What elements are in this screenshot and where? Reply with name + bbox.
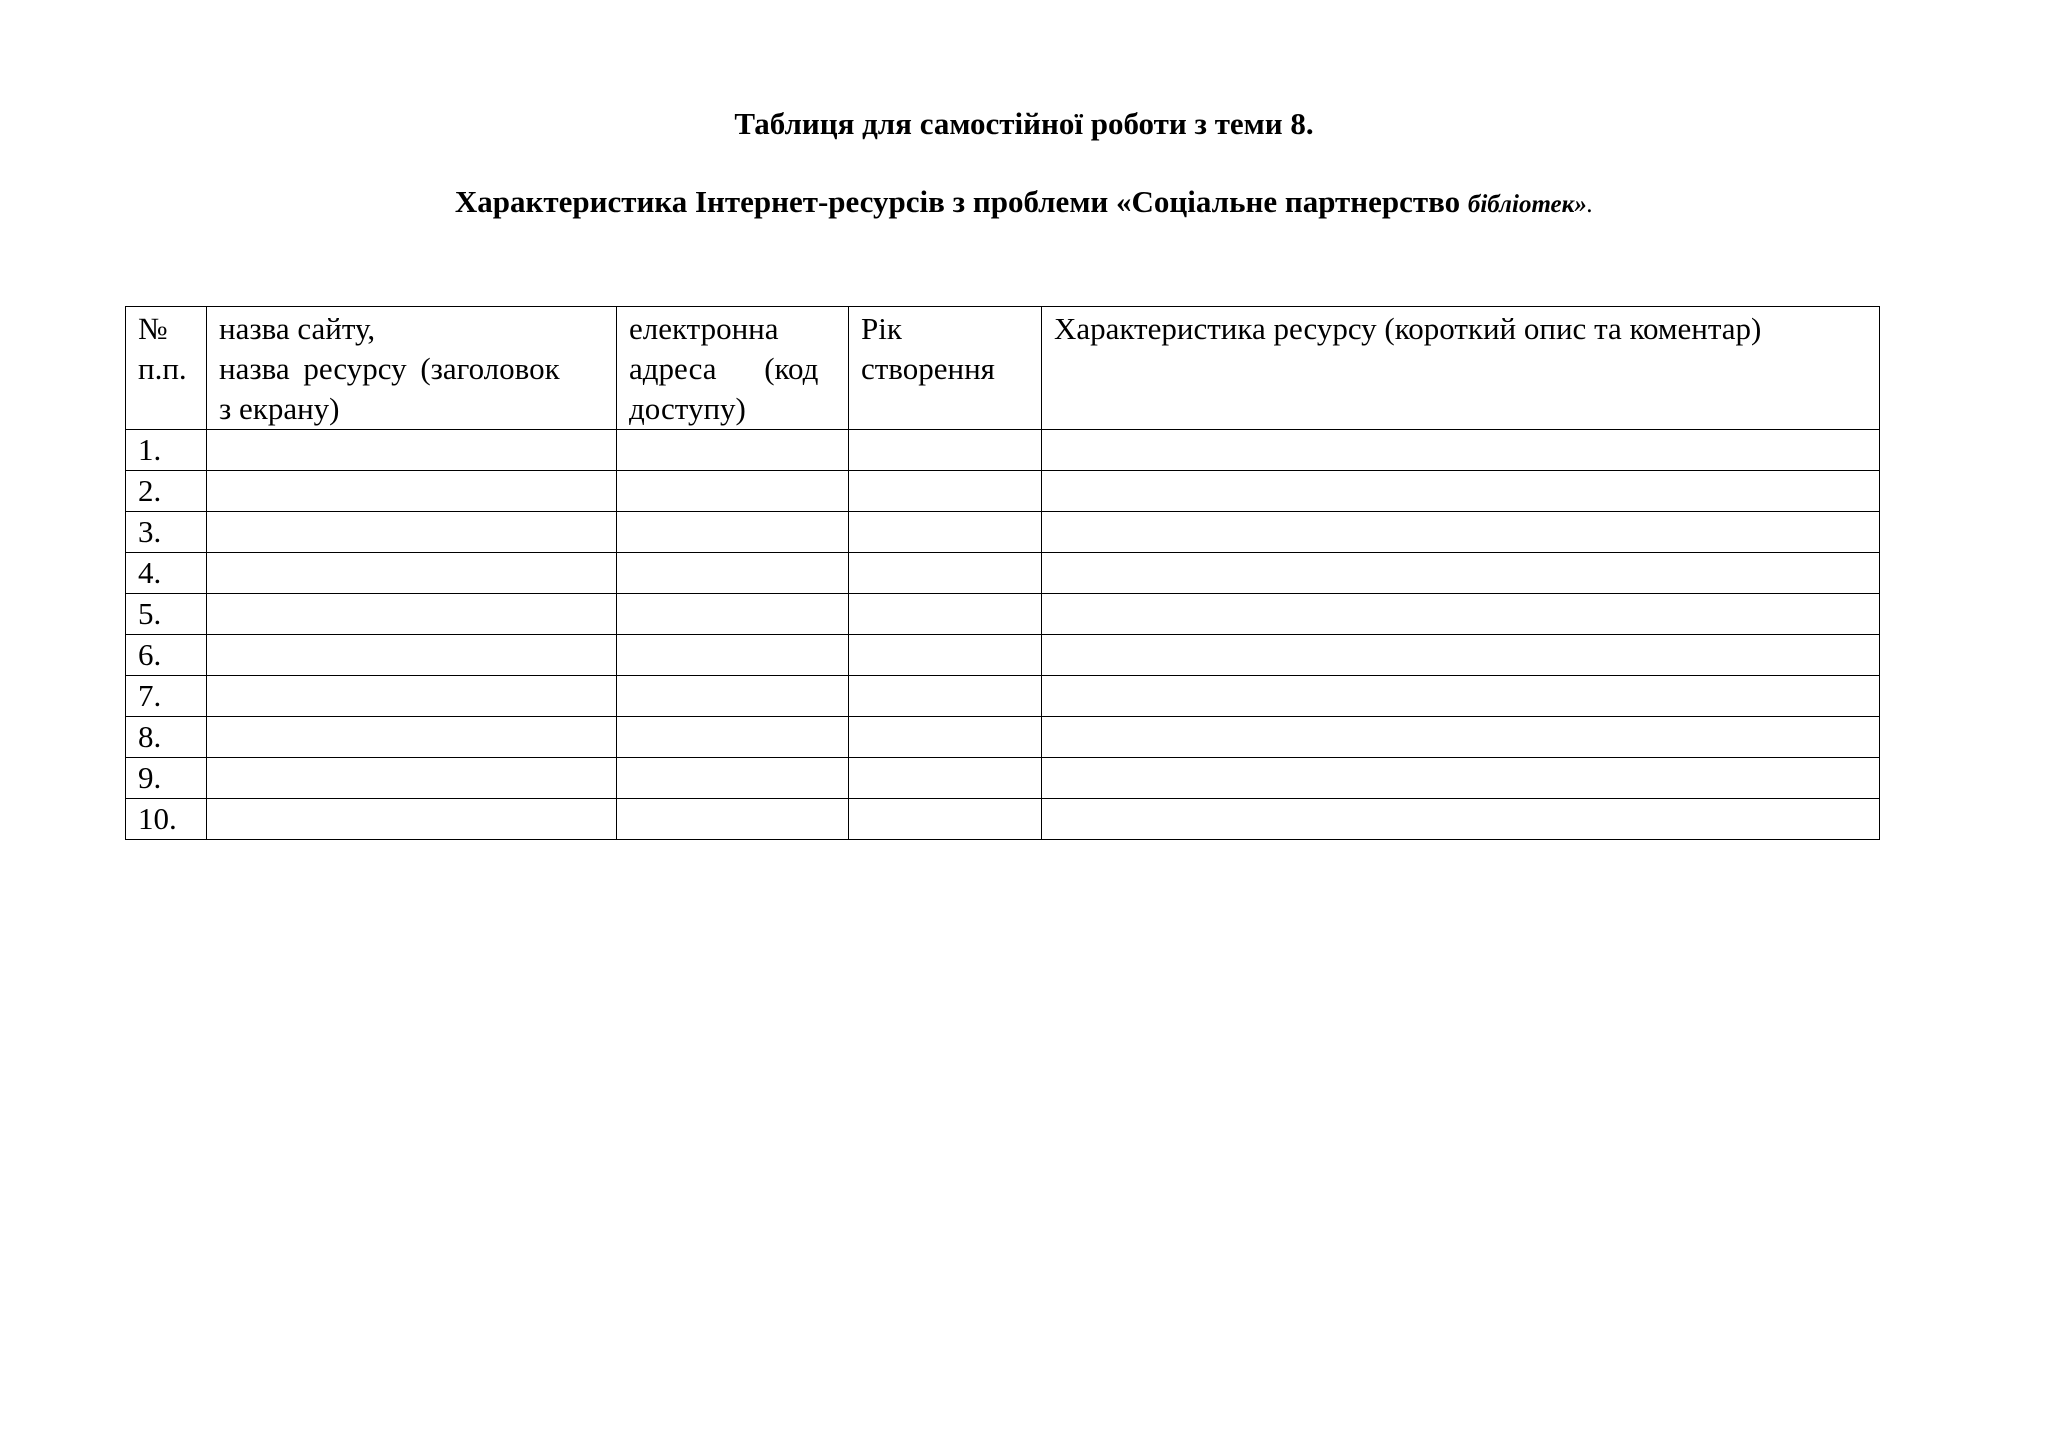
header-number-line: п.п. [138,351,187,386]
header-address-line: адреса (код [629,351,819,386]
header-site-name-line: назва ресурсу (заголовок [219,351,560,386]
table-row [126,758,1880,799]
year-cell[interactable] [849,512,1042,553]
header-year-line: Рік [861,311,902,346]
row-number-cell: 1. [126,430,207,471]
row-number-cell: 10. [126,799,207,840]
row-number-cell: 5. [126,594,207,635]
description-cell[interactable] [1042,635,1880,676]
header-year-line: створення [861,351,995,386]
address-cell[interactable] [617,635,849,676]
header-address [617,307,849,430]
address-cell[interactable] [617,594,849,635]
subtitle-bold-text: Характеристика Інтернет-ресурсів з проблеми «Соціальне партнерство [454,184,1461,219]
address-cell[interactable] [617,717,849,758]
site-name-cell[interactable] [207,512,617,553]
table-row [126,635,1880,676]
year-cell[interactable] [849,553,1042,594]
site-name-cell[interactable] [207,635,617,676]
description-cell[interactable] [1042,676,1880,717]
subtitle-end-text: . [1586,191,1594,218]
year-cell[interactable] [849,717,1042,758]
year-cell[interactable] [849,471,1042,512]
site-name-cell[interactable] [207,799,617,840]
header-address-line: доступу) [629,391,746,426]
address-cell[interactable] [617,471,849,512]
site-name-cell[interactable] [207,430,617,471]
table-row [126,799,1880,840]
year-cell[interactable] [849,635,1042,676]
header-address-line: електронна [629,311,779,346]
description-cell[interactable] [1042,553,1880,594]
site-name-cell[interactable] [207,717,617,758]
description-cell[interactable] [1042,512,1880,553]
row-number-cell: 9. [126,758,207,799]
description-cell[interactable] [1042,471,1880,512]
address-cell[interactable] [617,676,849,717]
subtitle-italic-text: бібліотек» [1467,191,1587,218]
description-cell[interactable] [1042,594,1880,635]
address-cell[interactable] [617,758,849,799]
header-description [1042,307,1880,430]
table-row [126,512,1880,553]
row-number-cell: 8. [126,717,207,758]
table-row [126,594,1880,635]
site-name-cell[interactable] [207,758,617,799]
address-cell[interactable] [617,799,849,840]
table-row [126,553,1880,594]
description-cell[interactable] [1042,799,1880,840]
header-year [849,307,1042,430]
row-number-cell: 6. [126,635,207,676]
row-number-cell: 4. [126,553,207,594]
site-name-cell[interactable] [207,676,617,717]
description-cell[interactable] [1042,717,1880,758]
address-cell[interactable] [617,553,849,594]
table-row [126,471,1880,512]
resources-table [125,306,1880,840]
description-cell[interactable] [1042,758,1880,799]
table-row [126,676,1880,717]
row-number-cell: 7. [126,676,207,717]
row-number-cell: 3. [126,512,207,553]
table-row [126,430,1880,471]
header-site-name [207,307,617,430]
table-row [126,717,1880,758]
address-cell[interactable] [617,430,849,471]
header-number [126,307,207,430]
header-description-line: Характеристика ресурсу (короткий опис та коментар) [1054,311,1762,346]
header-number-line: № [138,311,168,346]
page-subtitle [0,182,2048,225]
year-cell[interactable] [849,430,1042,471]
site-name-cell[interactable] [207,553,617,594]
description-cell[interactable] [1042,430,1880,471]
year-cell[interactable] [849,594,1042,635]
header-site-name-line: назва сайту, [219,311,376,346]
year-cell[interactable] [849,799,1042,840]
row-number-cell: 2. [126,471,207,512]
year-cell[interactable] [849,676,1042,717]
site-name-cell[interactable] [207,471,617,512]
header-site-name-line: з екрану) [219,391,340,426]
table-header-row [126,307,1880,430]
site-name-cell[interactable] [207,594,617,635]
address-cell[interactable] [617,512,849,553]
page-title: Таблиця для самостійної роботи з теми 8. [734,106,1314,141]
year-cell[interactable] [849,758,1042,799]
